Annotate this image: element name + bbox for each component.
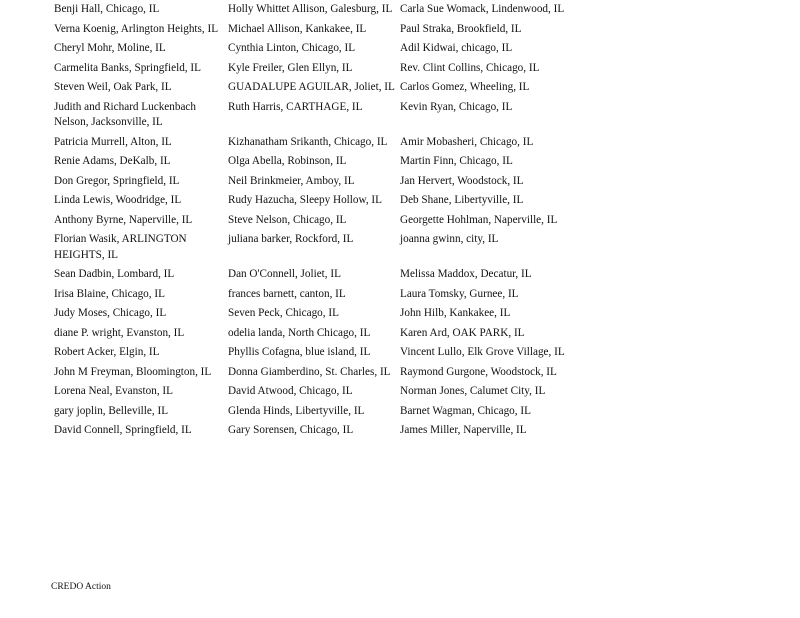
signer-row — [51, 287, 573, 307]
signer-row — [51, 213, 573, 233]
signer-name-cell: Seven Peck, Chicago, IL — [228, 307, 339, 319]
signer-row — [51, 100, 573, 135]
signer-row — [51, 80, 573, 100]
signer-name-cell: Phyllis Cofagna, blue island, IL — [228, 346, 371, 358]
signer-row — [51, 326, 573, 346]
signer-row — [51, 267, 573, 287]
signer-name-cell: Neil Brinkmeier, Amboy, IL — [228, 174, 355, 187]
signer-name-cell: Adil Kidwai, chicago, IL — [400, 42, 513, 54]
signer-name-cell: Holly Whittet Allison, Galesburg, IL — [228, 3, 393, 15]
signer-name-cell: Jan Hervert, Woodstock, IL — [400, 174, 524, 187]
signer-name-cell: Deb Shane, Libertyville, IL — [400, 194, 524, 206]
signer-name-cell: Carlos Gomez, Wheeling, IL — [400, 81, 530, 93]
signer-name-cell: Cheryl Mohr, Moline, IL — [54, 42, 166, 54]
signer-name-cell: Robert Acker, Elgin, IL — [54, 346, 160, 358]
signer-name-cell: Kyle Freiler, Glen Ellyn, IL — [228, 61, 353, 74]
signer-name-cell: Steven Weil, Oak Park, IL — [54, 81, 172, 93]
signer-name-cell: Verna Koenig, Arlington Heights, IL — [54, 22, 219, 35]
signer-name-cell: Karen Ard, OAK PARK, IL — [400, 326, 525, 339]
signer-name-cell: Kizhanatham Srikanth, Chicago, IL — [228, 135, 388, 148]
signer-name-cell: Laura Tomsky, Gurnee, IL — [400, 287, 519, 300]
signer-name-cell: gary joplin, Belleville, IL — [54, 404, 169, 417]
signer-name-cell: Carla Sue Womack, Lindenwood, IL — [400, 3, 565, 15]
signer-row — [51, 135, 573, 155]
signer-name-cell: Donna Giamberdino, St. Charles, IL — [228, 365, 391, 378]
signer-row — [51, 365, 573, 385]
signer-name-cell: Florian Wasik, ARLINGTON HEIGHTS, IL — [54, 233, 187, 261]
signer-row — [51, 345, 573, 365]
signer-row — [51, 2, 573, 22]
signer-name-cell: Steve Nelson, Chicago, IL — [228, 213, 347, 226]
signer-name-cell: Don Gregor, Springfield, IL — [54, 174, 180, 187]
signer-name-cell: Michael Allison, Kankakee, IL — [228, 22, 367, 35]
signer-name-cell: Norman Jones, Calumet City, IL — [400, 385, 546, 397]
signer-name-cell: diane P. wright, Evanston, IL — [54, 326, 185, 339]
signer-name-cell: Sean Dadbin, Lombard, IL — [54, 268, 175, 280]
signer-name-cell: James Miller, Naperville, IL — [400, 424, 527, 436]
signer-name-cell: Amir Mobasheri, Chicago, IL — [400, 135, 534, 148]
signer-name-cell: Vincent Lullo, Elk Grove Village, IL — [400, 346, 565, 358]
signer-name-cell: Irisa Blaine, Chicago, IL — [54, 287, 165, 300]
signer-name-cell: Kevin Ryan, Chicago, IL — [400, 100, 513, 113]
signer-name-cell: Renie Adams, DeKalb, IL — [54, 155, 171, 167]
signer-name-cell: Raymond Gurgone, Woodstock, IL — [400, 365, 557, 378]
signer-name-cell: Patricia Murrell, Alton, IL — [54, 135, 172, 148]
signer-name-cell: Judith and Richard Luckenbach Nelson, Jacksonville, IL — [54, 100, 196, 128]
signer-name-cell: Anthony Byrne, Naperville, IL — [54, 213, 193, 226]
signer-name-cell: frances barnett, canton, IL — [228, 287, 346, 300]
signer-name-cell: GUADALUPE AGUILAR, Joliet, IL — [228, 81, 395, 93]
signer-row — [51, 384, 573, 404]
signer-row — [51, 193, 573, 213]
signer-name-cell: John M Freyman, Bloomington, IL — [54, 365, 212, 378]
signer-name-cell: joanna gwinn, city, IL — [400, 233, 499, 245]
signer-name-cell: Dan O'Connell, Joliet, IL — [228, 268, 341, 280]
signer-table-body — [51, 2, 573, 443]
footer-source-label: CREDO Action — [51, 582, 111, 592]
signer-name-cell: Paul Straka, Brookfield, IL — [400, 22, 522, 35]
signer-name-cell: Glenda Hinds, Libertyville, IL — [228, 404, 365, 417]
signer-name-cell: Gary Sorensen, Chicago, IL — [228, 424, 354, 436]
signer-row — [51, 22, 573, 42]
signer-name-cell: Rev. Clint Collins, Chicago, IL — [400, 61, 540, 74]
signer-table — [51, 2, 573, 443]
signer-name-cell: Rudy Hazucha, Sleepy Hollow, IL — [228, 194, 382, 206]
signer-name-cell: odelia landa, North Chicago, IL — [228, 326, 371, 339]
signer-name-cell: Cynthia Linton, Chicago, IL — [228, 42, 356, 54]
signer-name-cell: Olga Abella, Robinson, IL — [228, 155, 347, 167]
signer-name-cell: Martin Finn, Chicago, IL — [400, 155, 513, 167]
signer-row — [51, 306, 573, 326]
petition-signature-page — [51, 2, 581, 443]
signer-name-cell: Linda Lewis, Woodridge, IL — [54, 194, 182, 206]
signer-row — [51, 423, 573, 443]
signer-name-cell: Barnet Wagman, Chicago, IL — [400, 404, 531, 417]
signer-row — [51, 154, 573, 174]
signer-name-cell: Judy Moses, Chicago, IL — [54, 307, 167, 319]
signer-row — [51, 41, 573, 61]
signer-name-cell: Georgette Hohlman, Naperville, IL — [400, 213, 558, 226]
signer-row — [51, 404, 573, 424]
signer-name-cell: John Hilb, Kankakee, IL — [400, 307, 511, 319]
signer-name-cell: David Atwood, Chicago, IL — [228, 385, 353, 397]
signer-name-cell: juliana barker, Rockford, IL — [228, 233, 354, 245]
signer-name-cell: Lorena Neal, Evanston, IL — [54, 385, 173, 397]
signer-row — [51, 174, 573, 194]
signer-row — [51, 232, 573, 267]
signer-name-cell: Carmelita Banks, Springfield, IL — [54, 61, 201, 74]
signer-name-cell: Melissa Maddox, Decatur, IL — [400, 268, 532, 280]
signer-row — [51, 61, 573, 81]
signer-name-cell: David Connell, Springfield, IL — [54, 424, 192, 436]
signer-name-cell: Ruth Harris, CARTHAGE, IL — [228, 100, 363, 113]
signer-name-cell: Benji Hall, Chicago, IL — [54, 3, 160, 15]
